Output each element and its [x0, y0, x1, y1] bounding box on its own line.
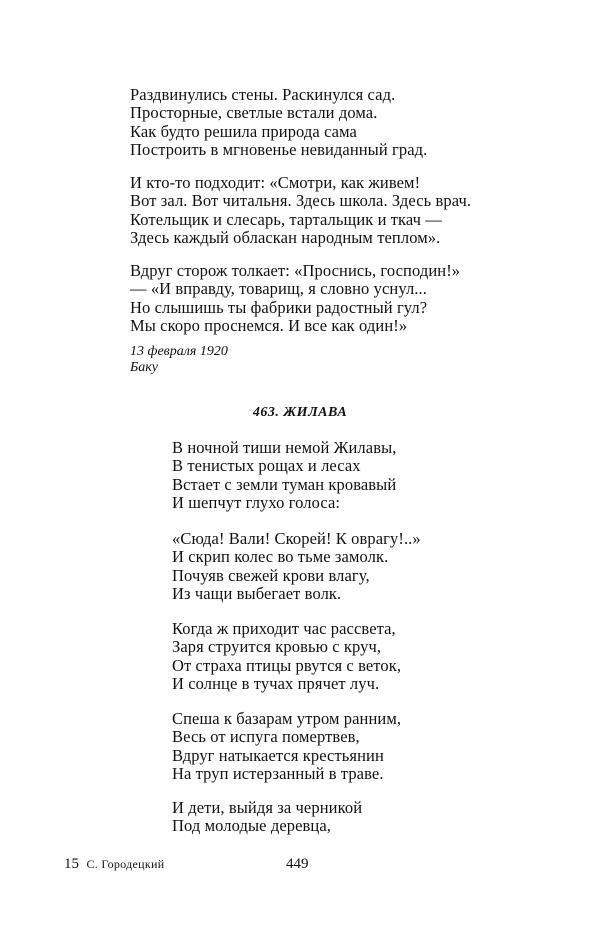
signature-author: С. Городецкий — [86, 857, 165, 871]
poem-line: Вдруг сторож толкает: «Проснись, господин!» — [130, 261, 461, 280]
poem-line: Почуяв свежей крови влагу, — [172, 565, 370, 585]
poem-line: Вдруг натыкается крестьянин — [172, 745, 384, 765]
poem1-place: Баку — [130, 360, 159, 375]
signature-number: 15 — [64, 856, 79, 872]
poem-line: И скрип колес во тьме замолк. — [172, 547, 389, 567]
poem-line: Просторные, светлые встали дома. — [130, 103, 378, 123]
poem-line: Заря струится кровью с круч, — [172, 637, 382, 657]
poem-line: Построить в мгновенье невиданный град. — [130, 139, 428, 159]
poem-line: И дети, выйдя за черникой — [172, 798, 363, 817]
poem-line: И кто-то подходит: «Смотри, как живем! — [130, 173, 421, 192]
poem2-title: 463. ЖИЛАВА — [252, 405, 348, 420]
poem-line: Здесь каждый обласкан народным теплом». — [130, 227, 441, 247]
poem-line: Из чащи выбегает волк. — [172, 583, 342, 603]
poem-line: И солнце в тучах прячет луч. — [172, 673, 380, 693]
poem-line: Под молодые деревца, — [172, 816, 331, 836]
poem-line: И шепчут глухо голоса: — [172, 492, 341, 512]
poem2-stanza-2 — [172, 530, 421, 603]
poem-line: — «И вправду, товарищ, я словно уснул... — [130, 279, 427, 299]
printer-signature — [64, 856, 164, 873]
poem2-stanza-5 — [172, 799, 362, 836]
poem1-stanza-2 — [130, 174, 471, 247]
poem1-stanza-1 — [130, 86, 427, 159]
poem-line: Спеша к базарам утром ранним, — [172, 709, 402, 728]
poem2-stanza-4 — [172, 710, 401, 783]
poem-line: «Сюда! Вали! Скорей! К оврагу!..» — [172, 529, 421, 548]
poem2-stanza-3 — [172, 620, 401, 693]
poem-line: Весь от испуга помертвев, — [172, 727, 360, 747]
poem1-stanza-3 — [130, 262, 460, 335]
poem2-stanza-1 — [172, 439, 397, 512]
poem-line: Когда ж приходит час рассвета, — [172, 619, 396, 638]
poem-line: Раздвинулись стены. Раскинулся сад. — [130, 85, 396, 104]
poem1-dateline — [130, 344, 228, 376]
poem-line: На труп истерзанный в траве. — [172, 763, 384, 783]
poem-line: Вот зал. Вот читальня. Здесь школа. Здесь врач. — [130, 191, 472, 211]
poem-line: От страха птицы рвутся с веток, — [172, 655, 402, 675]
poem-line: В ночной тиши немой Жилавы, — [172, 438, 397, 457]
poem-line: В тенистых рощах и лесах — [172, 456, 361, 476]
poem1-date: 13 февраля 1920 — [130, 344, 228, 359]
poem-line: Котельщик и слесарь, тартальщик и ткач — — [130, 209, 442, 229]
poem-line: Как будто решила природа сама — [130, 121, 357, 141]
poem-line: Встает с земли туман кровавый — [172, 474, 397, 494]
poem-line: Но слышишь ты фабрики радостный гул? — [130, 297, 428, 317]
poem-line: Мы скоро проснемся. И все как один!» — [130, 315, 408, 335]
page-number: 449 — [286, 856, 309, 872]
